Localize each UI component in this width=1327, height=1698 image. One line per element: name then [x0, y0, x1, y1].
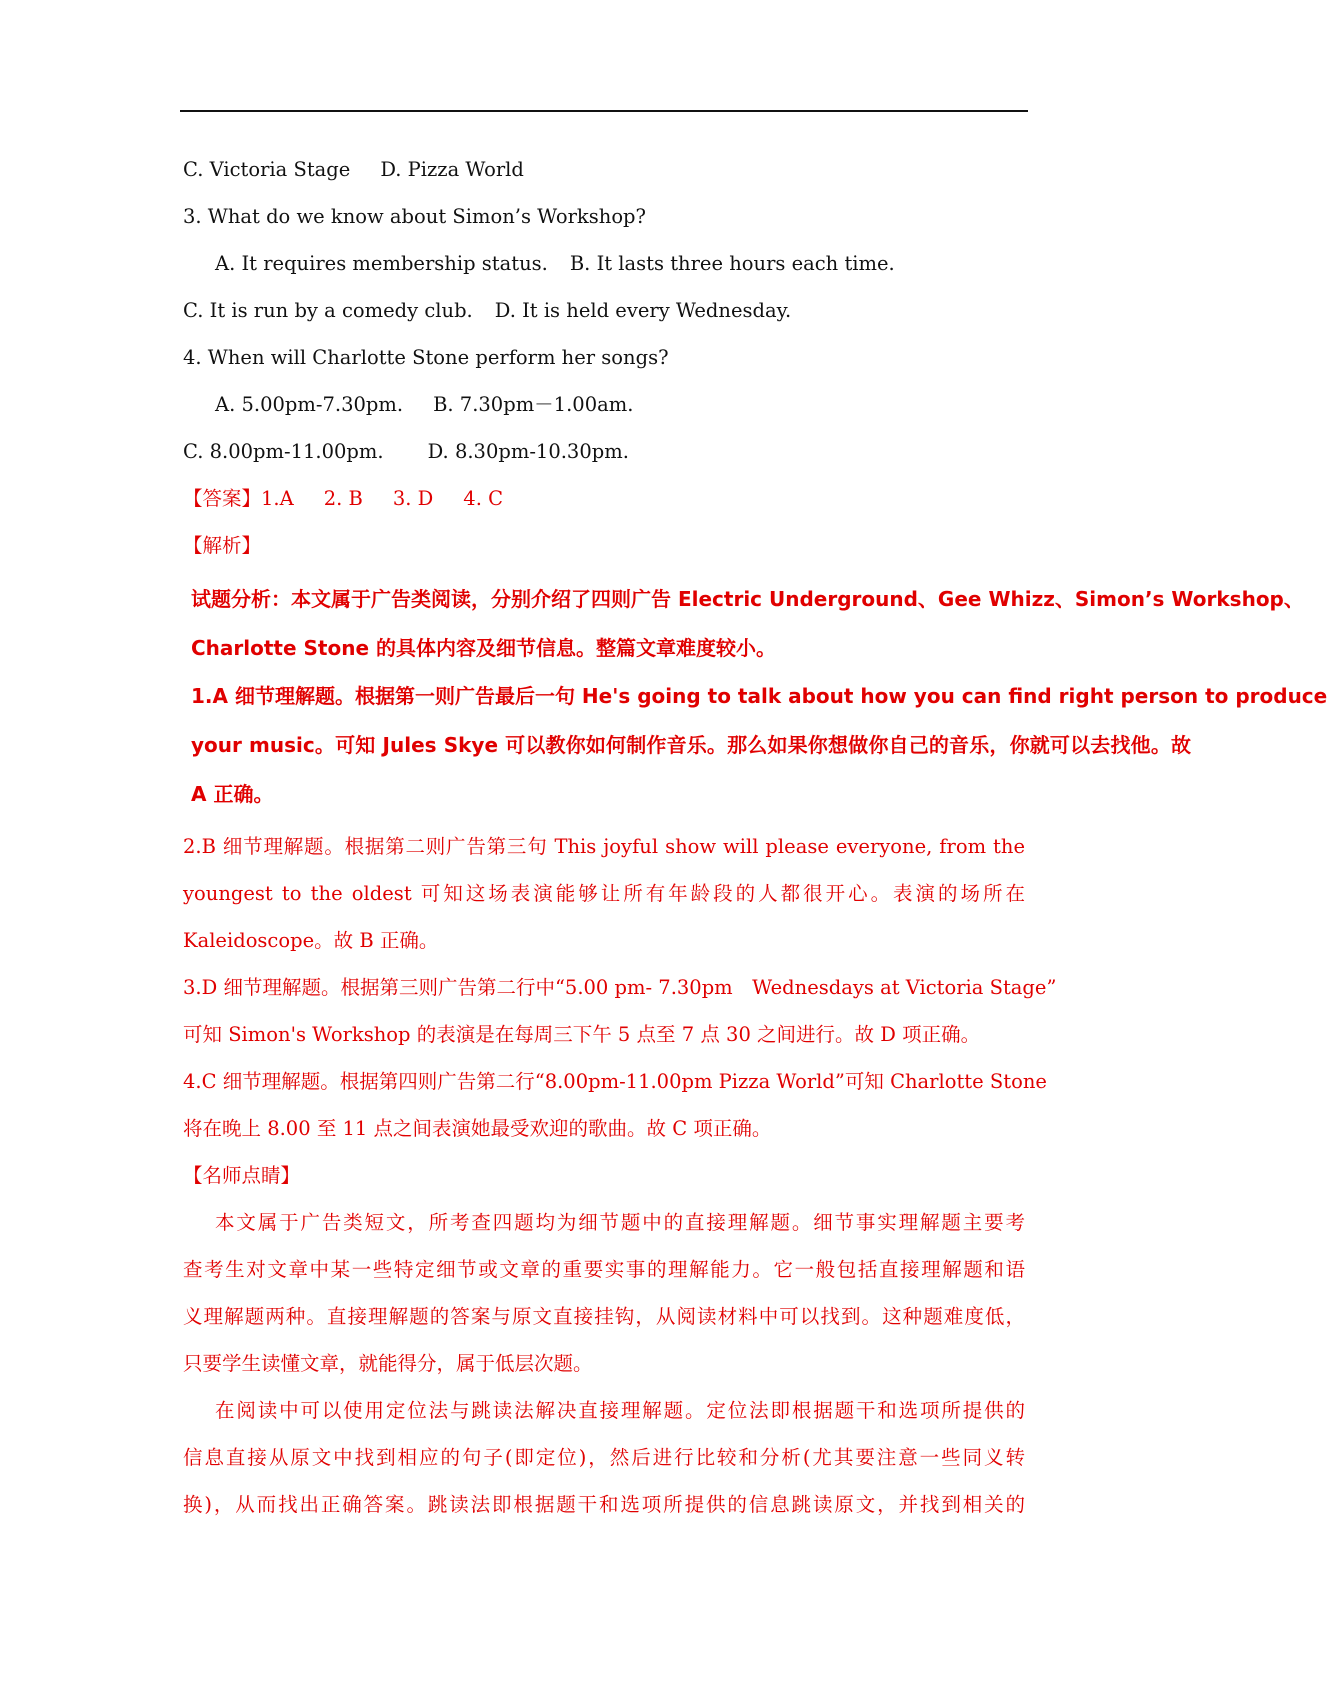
tips-p2-line-1: 在阅读中可以使用定位法与跳读法解决直接理解题。定位法即根据题干和选项所提供的 — [215, 1399, 1025, 1422]
analysis-q2-line-2: youngest to the oldest 可知这场表演能够让所有年龄段的人都很开心。表演的场所在 — [183, 882, 1025, 905]
q2-options-cd — [183, 160, 524, 180]
tips-label: 【名师点睛】 — [183, 1164, 301, 1187]
analysis-q3-line-1: 3.D 细节理解题。根据第三则广告第二行中“5.00 pm- 7.30pm Wednesdays at Victoria Stage” — [183, 976, 1057, 999]
q3-option-d: D. It is held every Wednesday. — [494, 299, 792, 322]
answer-2: 2. B — [323, 487, 363, 510]
tips-p1-line-2: 查考生对文章中某一些特定细节或文章的重要实事的理解能力。它一般包括直接理解题和语 — [183, 1258, 1025, 1281]
q2-option-c: C. Victoria Stage — [183, 158, 351, 181]
tips-p2-line-2: 信息直接从原文中找到相应的句子(即定位)，然后进行比较和分析(尤其要注意一些同义转 — [183, 1446, 1025, 1469]
analysis-q4-line-1: 4.C 细节理解题。根据第四则广告第二行“8.00pm-11.00pm Pizza World”可知 Charlotte Stone — [183, 1070, 1047, 1093]
answer-line — [183, 489, 503, 509]
q3-options-cd — [183, 301, 791, 321]
q3-question: 3. What do we know about Simon’s Workshop? — [183, 205, 646, 228]
q3-option-b: B. It lasts three hours each time. — [569, 252, 895, 275]
q4-option-d: D. 8.30pm-10.30pm. — [427, 440, 629, 463]
q3-options-ab — [215, 254, 895, 274]
q3-option-c: C. It is run by a comedy club. — [183, 299, 473, 322]
q4-question: 4. When will Charlotte Stone perform her songs? — [183, 346, 669, 369]
analysis-q4-line-2: 将在晚上 8.00 至 11 点之间表演她最受欢迎的歌曲。故 C 项正确。 — [183, 1117, 772, 1140]
analysis-q1-line-3: A 正确。 — [191, 782, 274, 806]
analysis-summary-line-1: 试题分析：本文属于广告类阅读，分别介绍了四则广告 Electric Underground、Gee Whizz、Simon’s Workshop、 — [191, 587, 1304, 611]
analysis-summary-line-2: Charlotte Stone 的具体内容及细节信息。整篇文章难度较小。 — [191, 636, 776, 660]
analysis-q2-line-1: 2.B 细节理解题。根据第二则广告第三句 This joyful show will please everyone, from the — [183, 835, 1025, 858]
tips-p2-line-3: 换)，从而找出正确答案。跳读法即根据题干和选项所提供的信息跳读原文，并找到相关的 — [183, 1493, 1025, 1516]
q3-option-a: A. It requires membership status. — [215, 252, 548, 275]
analysis-q2-line-3: Kaleidoscope。故 B 正确。 — [183, 929, 439, 952]
answer-4: 4. C — [463, 487, 504, 510]
q4-options-ab — [215, 395, 633, 415]
answer-label: 【答案】 — [183, 487, 262, 510]
q2-option-d: D. Pizza World — [380, 158, 524, 181]
q4-option-a: A. 5.00pm-7.30pm. — [215, 393, 404, 416]
header-rule — [180, 110, 1028, 112]
analysis-q1-line-1: 1.A 细节理解题。根据第一则广告最后一句 He's going to talk about how you can find right person to produce — [191, 684, 1327, 708]
q4-options-cd — [183, 442, 629, 462]
analysis-q1-line-2: your music。可知 Jules Skye 可以教你如何制作音乐。那么如果你想做你自己的音乐，你就可以去找他。故 — [191, 733, 1191, 757]
q4-option-c: C. 8.00pm-11.00pm. — [183, 440, 384, 463]
tips-p1-line-4: 只要学生读懂文章，就能得分，属于低层次题。 — [183, 1352, 593, 1375]
analysis-label: 【解析】 — [183, 534, 262, 557]
q4-option-b: B. 7.30pm－1.00am. — [433, 393, 634, 416]
tips-p1-line-1: 本文属于广告类短文，所考查四题均为细节题中的直接理解题。细节事实理解题主要考 — [215, 1211, 1025, 1234]
answer-3: 3. D — [392, 487, 434, 510]
tips-p1-line-3: 义理解题两种。直接理解题的答案与原文直接挂钩，从阅读材料中可以找到。这种题难度低， — [183, 1305, 1025, 1328]
analysis-q3-line-2: 可知 Simon's Workshop 的表演是在每周三下午 5 点至 7 点 30 之间进行。故 D 项正确。 — [183, 1023, 981, 1046]
answer-1: 1.A — [261, 487, 294, 510]
